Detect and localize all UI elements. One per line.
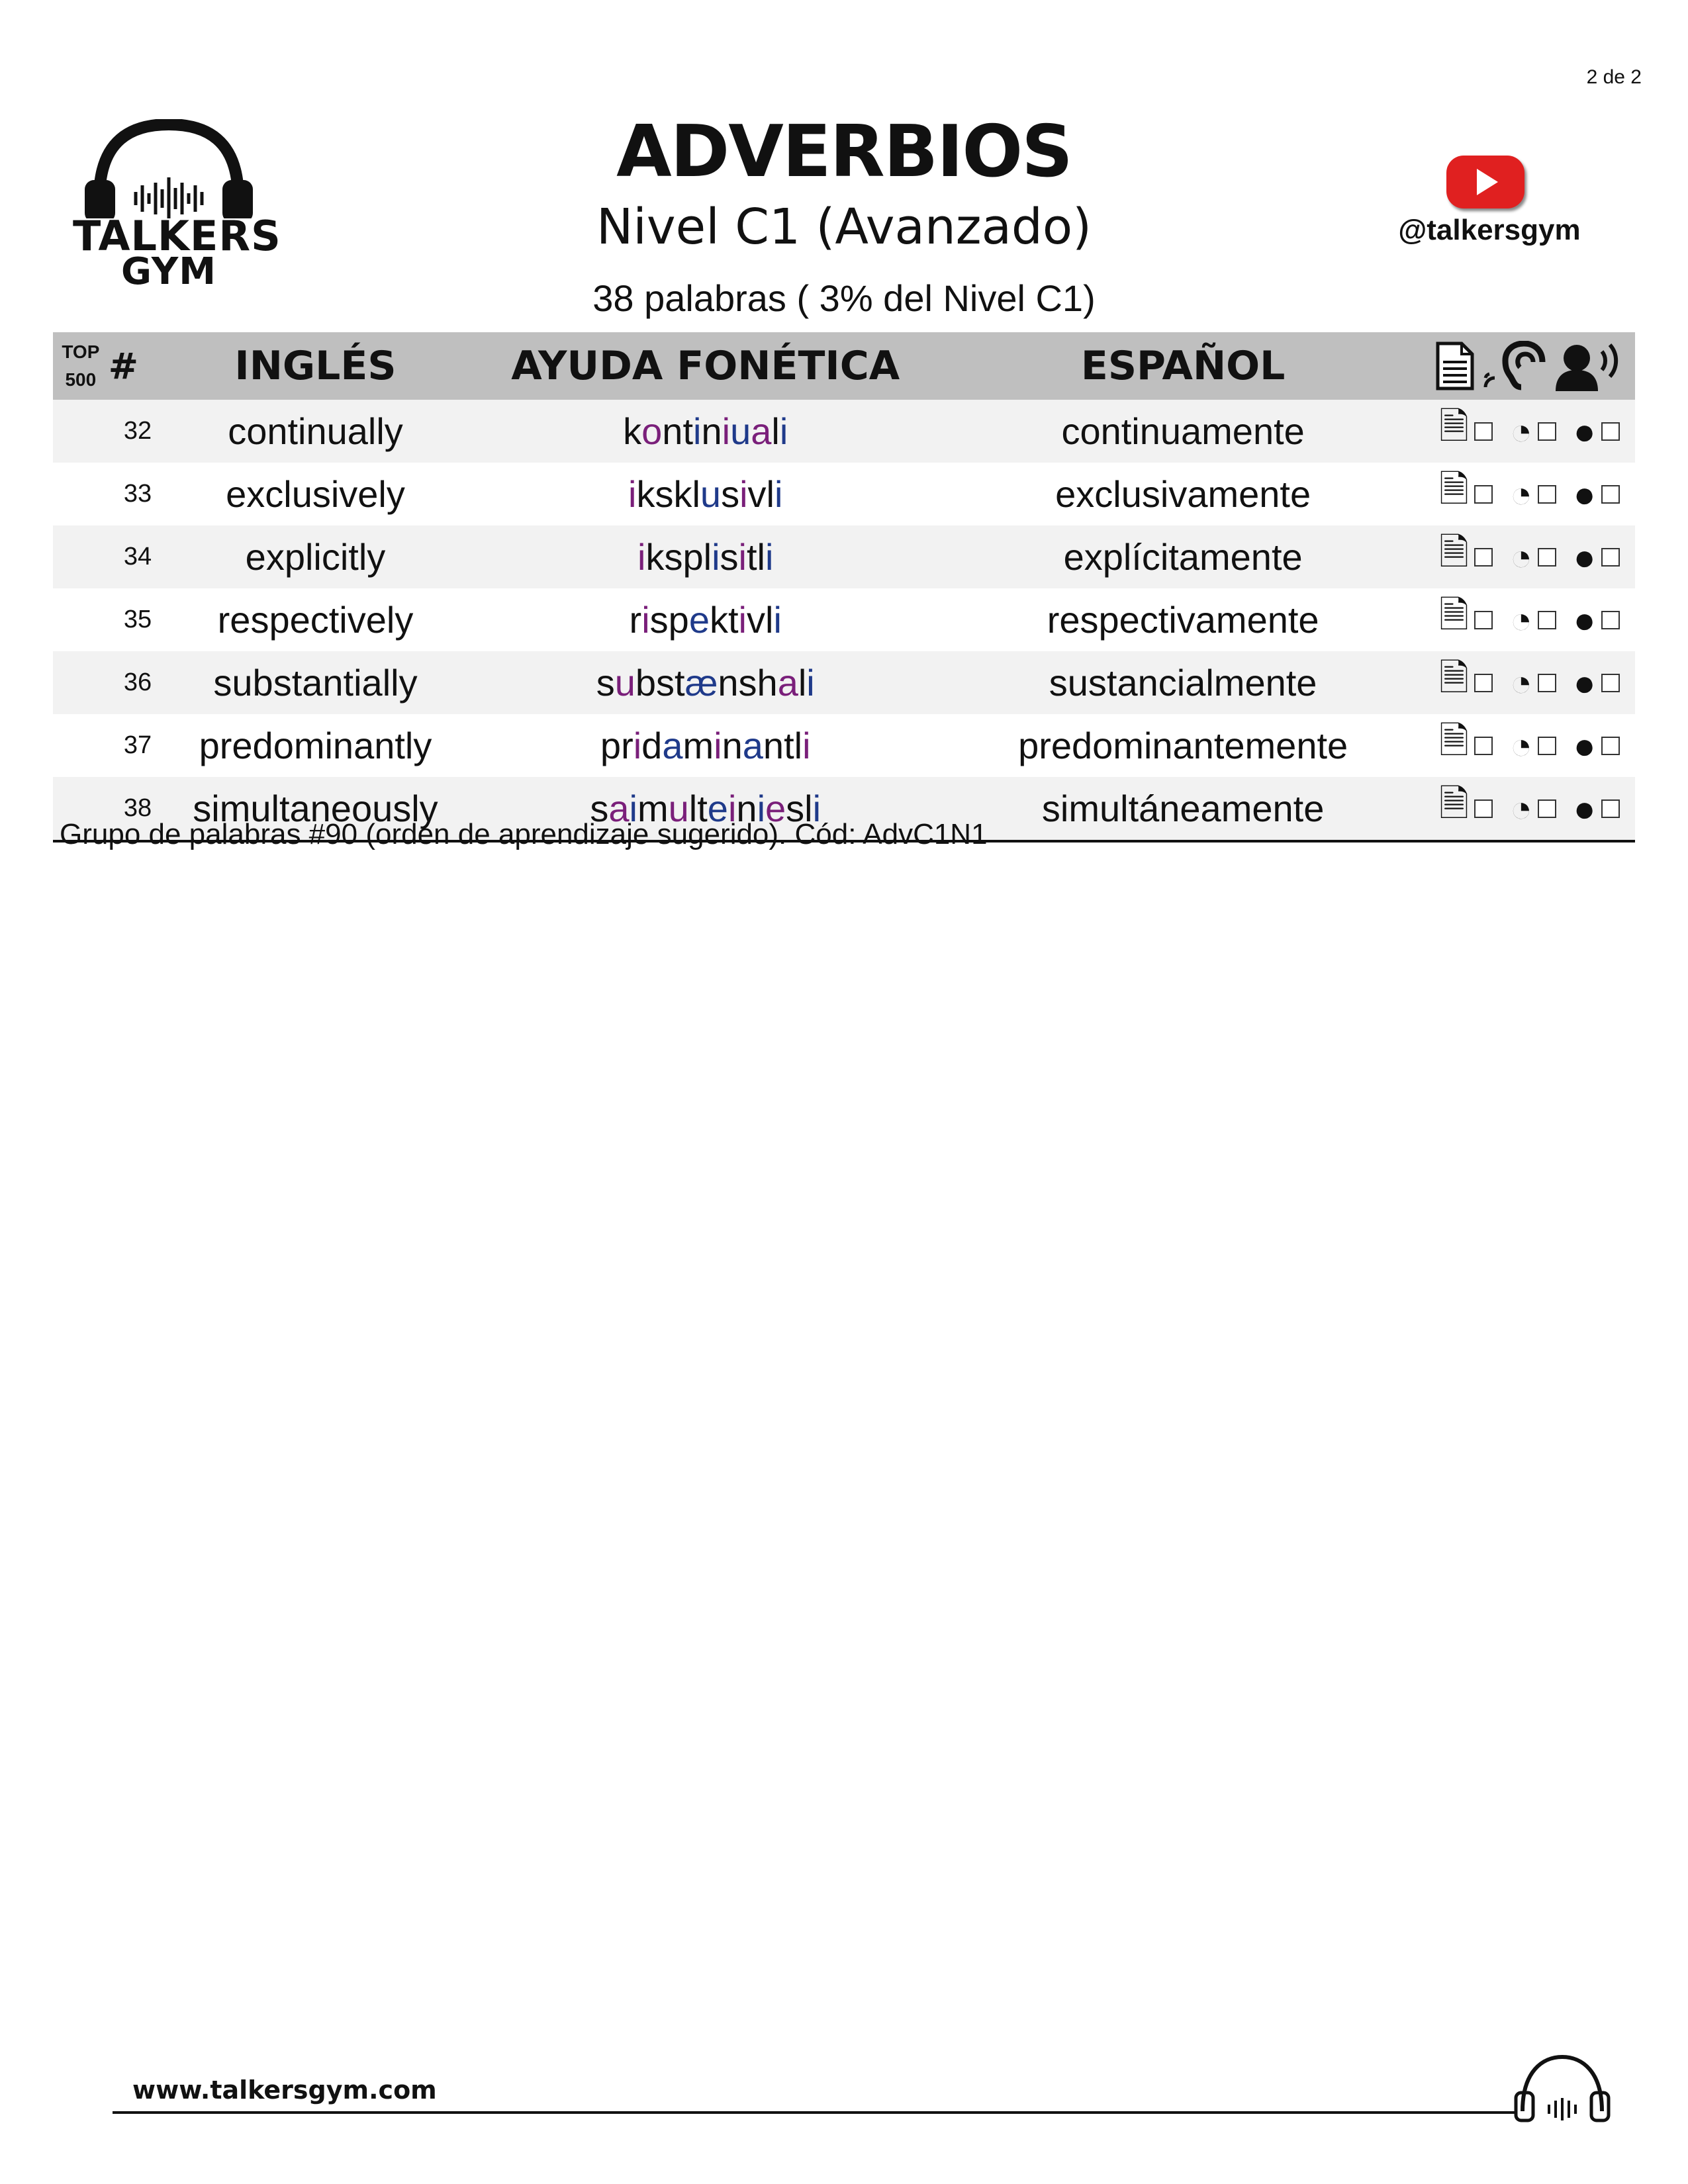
empty-cell xyxy=(53,525,109,588)
spanish-word: sustancialmente xyxy=(943,651,1424,714)
youtube-link[interactable] xyxy=(1383,156,1595,255)
speak-checkbox[interactable] xyxy=(1601,799,1620,818)
checkbox-group xyxy=(1424,777,1635,841)
read-checkbox[interactable] xyxy=(1474,611,1493,629)
logo-text-line2: GYM xyxy=(120,250,216,293)
empty-cell xyxy=(53,588,109,651)
spanish-word: respectivamente xyxy=(1047,599,1319,641)
english-word: explicitly xyxy=(162,525,469,588)
speaker-icon: ● xyxy=(1573,410,1596,452)
listen-checkbox[interactable] xyxy=(1538,799,1556,818)
row-number: 37 xyxy=(123,731,152,759)
speaker-icon: ● xyxy=(1573,662,1596,704)
listen-checkbox[interactable] xyxy=(1538,422,1556,441)
empty-cell xyxy=(53,714,109,777)
read-checkbox[interactable] xyxy=(1474,485,1493,504)
phonetic-word: iksklusivli xyxy=(628,473,783,515)
footer-url[interactable]: www.talkersgym.com xyxy=(132,2075,437,2105)
read-checkbox[interactable] xyxy=(1474,799,1493,818)
document-icon: 🗎 xyxy=(1438,594,1469,635)
spanish-word: simultáneamente xyxy=(943,777,1424,841)
speaker-icon: ● xyxy=(1573,473,1596,515)
checkbox-group xyxy=(1424,651,1635,714)
checkbox-group xyxy=(1424,400,1635,463)
row-number: 36 xyxy=(109,651,163,714)
document-icon: 🗎 xyxy=(1438,405,1469,447)
ear-icon: ◔ xyxy=(1509,410,1532,452)
footer-divider xyxy=(113,2111,1516,2114)
table-row xyxy=(53,714,1635,777)
speak-checkbox[interactable] xyxy=(1601,485,1620,504)
table-row xyxy=(53,651,1635,714)
english-word: predominantly xyxy=(199,725,432,766)
phonetic-word: rispektivli xyxy=(629,599,782,641)
english-header: INGLÉS xyxy=(162,332,469,400)
spanish-word: exclusivamente xyxy=(1055,473,1311,515)
speak-checkbox[interactable] xyxy=(1601,611,1620,629)
phonetic-word: saimulteiniesli xyxy=(469,777,943,841)
table-row xyxy=(53,588,1635,651)
ear-icon: ◔ xyxy=(1509,599,1532,641)
checkbox-group xyxy=(1424,714,1635,777)
row-number: 35 xyxy=(123,606,152,633)
speaker-icon: ● xyxy=(1573,599,1596,641)
speaker-icon xyxy=(1554,341,1623,391)
spanish-word: predominantemente xyxy=(1018,725,1348,766)
listen-checkbox[interactable] xyxy=(1538,737,1556,755)
speaker-icon: ● xyxy=(1573,725,1596,766)
phonetic-word: substænshali xyxy=(469,651,943,714)
english-word: respectively xyxy=(217,599,414,641)
top-label: TOP xyxy=(62,341,100,362)
row-number: 33 xyxy=(123,480,152,508)
read-checkbox[interactable] xyxy=(1474,674,1493,692)
read-checkbox[interactable] xyxy=(1474,737,1493,755)
row-number: 32 xyxy=(109,400,163,463)
speak-checkbox[interactable] xyxy=(1601,548,1620,567)
english-word: continually xyxy=(162,400,469,463)
speak-checkbox[interactable] xyxy=(1601,422,1620,441)
phonetic-header: AYUDA FONÉTICA xyxy=(469,332,943,400)
empty-cell xyxy=(53,651,109,714)
ear-icon: ◔ xyxy=(1509,473,1532,515)
english-word: exclusively xyxy=(226,473,405,515)
table-row xyxy=(53,463,1635,525)
document-icon: 🗎 xyxy=(1438,468,1469,510)
speaker-icon: ● xyxy=(1573,788,1596,829)
table-row xyxy=(53,400,1635,463)
document-icon: 🗎 xyxy=(1438,657,1469,698)
top500-header xyxy=(53,332,109,400)
ear-icon: ◔ xyxy=(1509,536,1532,578)
table-row xyxy=(53,525,1635,588)
document-icon: 🗎 xyxy=(1438,719,1469,761)
number-header: # xyxy=(109,332,163,400)
document-icon: 🗎 xyxy=(1438,531,1469,572)
listen-checkbox[interactable] xyxy=(1538,548,1556,567)
listen-checkbox[interactable] xyxy=(1538,611,1556,629)
listen-checkbox[interactable] xyxy=(1538,674,1556,692)
checkbox-group xyxy=(1424,463,1635,525)
youtube-handle: @talkersgym xyxy=(1398,214,1581,246)
table-header-row xyxy=(53,332,1635,400)
page-subtitle: Nivel C1 (Avanzado) xyxy=(596,199,1092,255)
listen-checkbox[interactable] xyxy=(1538,485,1556,504)
document-icon: 🗎 xyxy=(1438,782,1469,824)
ear-icon xyxy=(1481,341,1548,391)
empty-cell xyxy=(53,463,109,525)
top-500-label: 500 xyxy=(65,369,97,390)
speaker-icon: ● xyxy=(1573,536,1596,578)
page-title: ADVERBIOS xyxy=(616,111,1072,193)
phonetic-word: kontiniuali xyxy=(469,400,943,463)
vocabulary-table xyxy=(53,332,1635,842)
spanish-word: explícitamente xyxy=(943,525,1424,588)
speak-checkbox[interactable] xyxy=(1601,737,1620,755)
empty-cell xyxy=(53,400,109,463)
ear-icon: ◔ xyxy=(1509,788,1532,829)
read-checkbox[interactable] xyxy=(1474,422,1493,441)
english-word: simultaneously xyxy=(162,777,469,841)
logo-text-line1: TALKERS xyxy=(73,212,281,260)
checkbox-group xyxy=(1424,525,1635,588)
spanish-word: continuamente xyxy=(943,400,1424,463)
row-number: 34 xyxy=(109,525,163,588)
speak-checkbox[interactable] xyxy=(1601,674,1620,692)
youtube-icon xyxy=(1446,156,1524,208)
page-number: 2 de 2 xyxy=(1586,66,1642,88)
spanish-header: ESPAÑOL xyxy=(943,332,1424,400)
phonetic-word: iksplisitli xyxy=(469,525,943,588)
headphones-icon xyxy=(1509,2052,1615,2124)
word-count: 38 palabras ( 3% del Nivel C1) xyxy=(592,277,1096,319)
document-icon xyxy=(1435,341,1475,391)
phonetic-word: pridaminantli xyxy=(600,725,811,766)
row-number: 38 xyxy=(109,777,163,841)
checkbox-group xyxy=(1424,588,1635,651)
english-word: substantially xyxy=(162,651,469,714)
read-checkbox[interactable] xyxy=(1474,548,1493,567)
icons-header xyxy=(1424,332,1635,400)
ear-icon: ◔ xyxy=(1509,662,1532,704)
ear-icon: ◔ xyxy=(1509,725,1532,766)
footnote: Grupo de palabras #90 (orden de aprendizaje sugerido). Cód: AdvC1N1 xyxy=(60,818,988,850)
